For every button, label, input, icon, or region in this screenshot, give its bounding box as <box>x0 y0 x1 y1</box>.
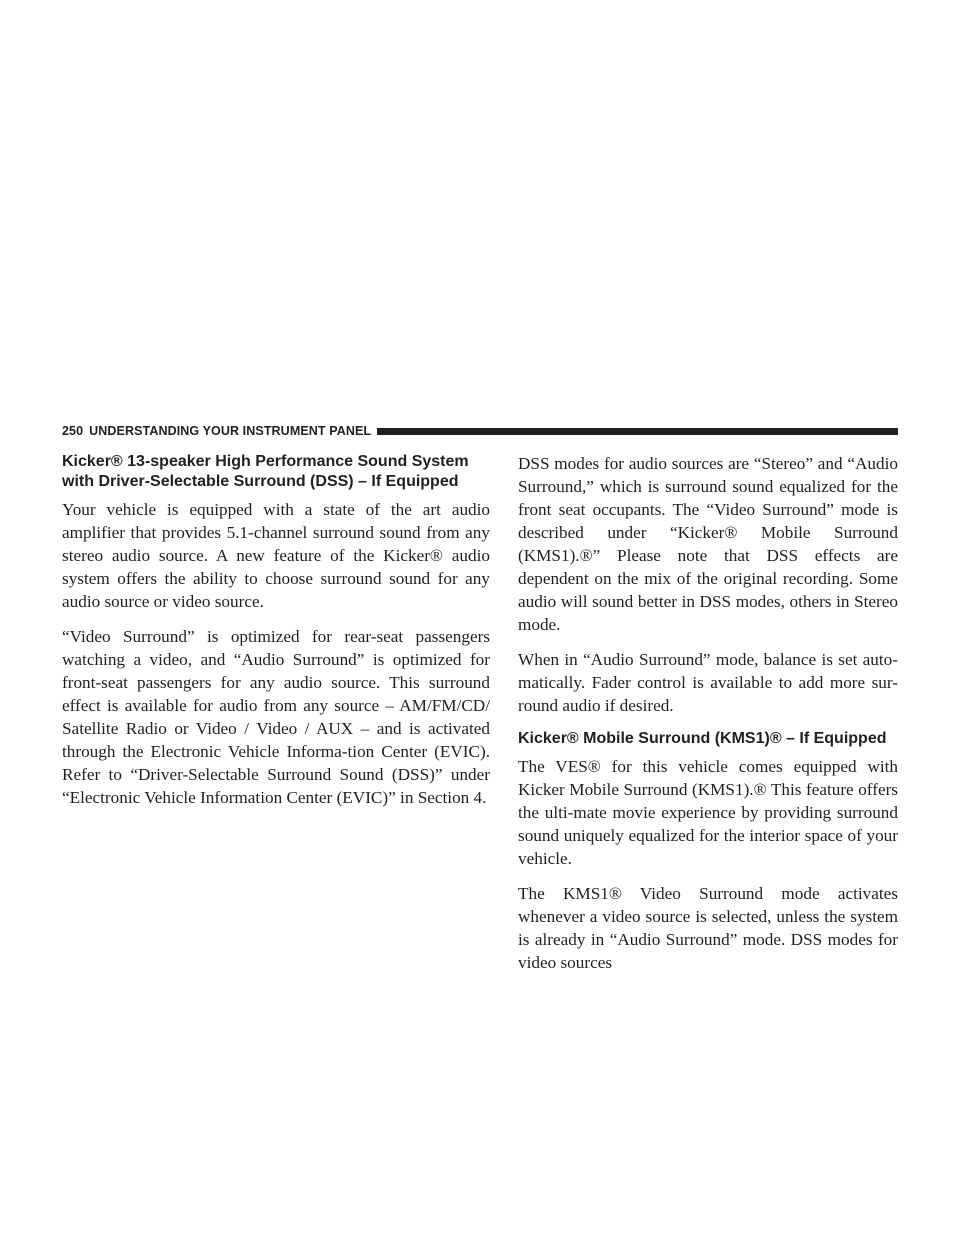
section-heading-kms1: Kicker® Mobile Surround (KMS1)® – If Equipped <box>518 730 887 747</box>
left-column <box>62 452 490 821</box>
running-header <box>62 423 898 439</box>
paragraph: When in “Audio Surround” mode, balance is set auto-matically. Fader control is available to add more sur-round audio if desired. <box>518 650 898 715</box>
section-heading-dss: Kicker® 13-speaker High Performance Sound System with Driver-Selectable Surround (DSS) – If Equipped <box>62 453 469 490</box>
paragraph: DSS modes for audio sources are “Stereo” and “Audio Surround,” which is surround sound equalized for the front seat occupants. The “Video Surround” mode is described under “Kicker® Mobile Surround (KMS1).®” Please note that DSS effects are dependent on the mix of the original recording. Some audio will sound better in DSS modes, others in Stereo mode. <box>518 454 898 634</box>
page-number: 250 <box>62 424 84 438</box>
paragraph: Your vehicle is equipped with a state of the art audio amplifier that provides 5.1-channel surround sound from any stereo audio source. A new feature of the Kicker® audio system offers the ability to choose surround sound for any audio source or video source. <box>62 500 490 611</box>
paragraph: The KMS1® Video Surround mode activates whenever a video source is selected, unless the system is already in “Audio Surround” mode. DSS modes for video sources <box>518 884 898 972</box>
header-rule <box>377 428 898 435</box>
chapter-title: UNDERSTANDING YOUR INSTRUMENT PANEL <box>89 424 372 438</box>
paragraph: The VES® for this vehicle comes equipped with Kicker Mobile Surround (KMS1).® This feature offers the ulti-mate movie experience by providing surround sound uniquely equalized for the interior space of your vehicle. <box>518 757 898 868</box>
right-column <box>518 452 898 986</box>
paragraph: “Video Surround” is optimized for rear-seat passengers watching a video, and “Audio Surround” is optimized for front-seat passengers for any audio source. This surround effect is available for audio from any source – AM/FM/CD/ Satellite Radio or Video / Video / AUX – and is activated through the Electronic Vehicle Informa-tion Center (EVIC). Refer to “Driver-Selectable Surround Sound (DSS)” under “Electronic Vehicle Information Center (EVIC)” in Section 4. <box>62 627 490 807</box>
